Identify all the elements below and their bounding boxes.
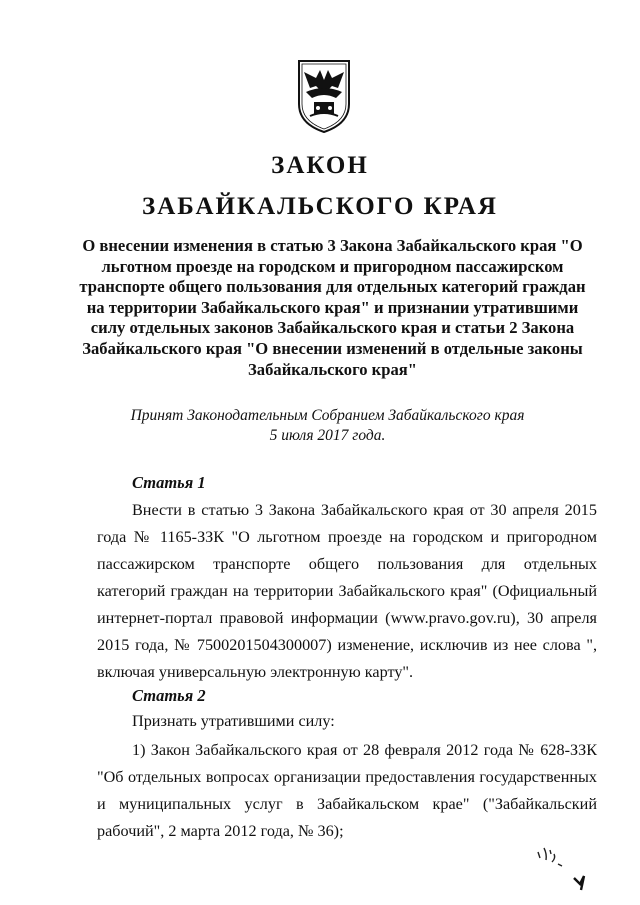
article-1-heading: Статья 1 xyxy=(132,473,206,492)
adoption-date: 5 июля 2017 года. xyxy=(269,427,386,444)
adoption-line: Принят Законодательным Собранием Забайкальского края xyxy=(130,407,525,424)
article-2-heading: Статья 2 xyxy=(132,686,206,705)
coat-of-arms-icon xyxy=(296,58,352,134)
law-title: ЗАКОН xyxy=(271,152,369,179)
law-subtitle: О внесении изменения в статью 3 Закона Забайкальского края "О льготном проезде на городском и пригородном пассажирском транспорте общего пользования для отдельных категорий граждан на территории Забайкальского края" и признании утратившими силу отдельных законов Забайкальского края и статьи 2 Закона Забайкальского края "О внесении изменений в отдельные законы Забайкальского края" xyxy=(79,236,586,379)
article-1-text: Внести в статью 3 Закона Забайкальского края от 30 апреля 2015 года № 1165-ЗЗК "О льготном проезде на городском и пригородном пассажирском транспорте общего пользования для отдельных категорий граждан на территории Забайкальского края" (Официальный интернет-портал правовой информации (www.pravo.gov.ru), 30 апреля 2015 года, № 7500201504300007) изменение, исключив из нее слова ", включая универсальную электронную карту". xyxy=(97,501,597,681)
article-2-text: Признать утратившими силу: xyxy=(132,712,335,730)
region-title: ЗАБАЙКАЛЬСКОГО КРАЯ xyxy=(142,193,498,220)
handwritten-mark xyxy=(530,844,600,894)
adoption-note xyxy=(100,406,555,446)
article-2-item-1: 1) Закон Забайкальского края от 28 февраля 2012 года № 628-ЗЗК "Об отдельных вопросах организации предоставления государственных и муниципальных услуг в Забайкальском крае" ("Забайкальский рабочий", 2 марта 2012 года, № 36); xyxy=(97,741,597,840)
